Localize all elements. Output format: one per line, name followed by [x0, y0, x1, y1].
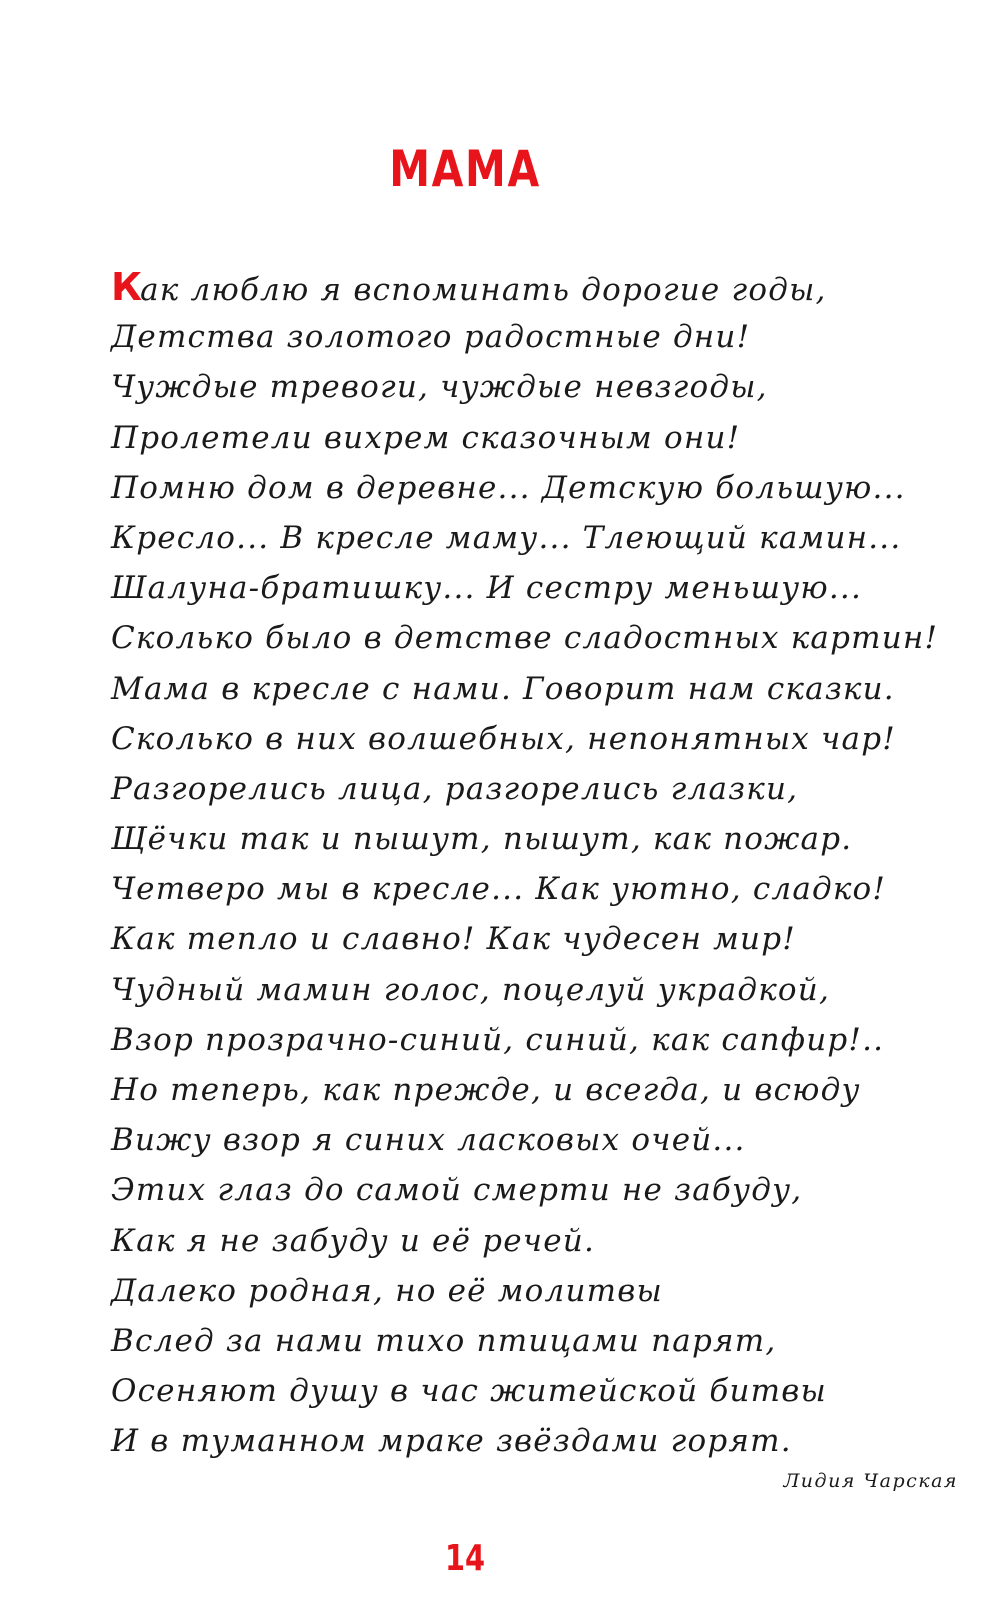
poem-line: Разгорелись лица, разгорелись глазки,	[111, 770, 799, 807]
poem-title: МАМА	[389, 140, 541, 198]
poem-line: Далеко родная, но её молитвы	[111, 1272, 663, 1309]
poem-line: Мама в кресле с нами. Говорит нам сказки.	[111, 670, 895, 707]
poem-line-1	[111, 262, 971, 312]
poem-line: Шалуна-братишку... И сестру меньшую...	[111, 570, 863, 607]
poem-line: Чудный мамин голос, поцелуй украдкой,	[111, 971, 831, 1008]
poem-line: Чуждые тревоги, чуждые невзгоды,	[111, 369, 768, 406]
poem-line: Сколько в них волшебных, непонятных чар!	[111, 720, 896, 757]
poem-line: Вижу взор я синих ласковых очей...	[111, 1122, 746, 1159]
poem-line: Вслед за нами тихо птицами парят,	[111, 1322, 777, 1359]
poem-line: Как я не забуду и её речей.	[111, 1222, 596, 1259]
poem-line: Четверо мы в кресле... Как уютно, сладко!	[111, 871, 887, 908]
poem-line-1-text: ак люблю я вспоминать дорогие годы,	[140, 272, 827, 308]
poem-line: Помню дом в деревне... Детскую большую...	[111, 469, 906, 506]
poem-line: Щёчки так и пышут, пышут, как пожар.	[111, 821, 853, 858]
drop-cap-initial: К	[111, 265, 141, 309]
poem-line: Этих глаз до самой смерти не забуду,	[111, 1172, 803, 1209]
poem-body	[111, 262, 971, 1467]
author-signature: Лидия Чарская	[783, 1470, 958, 1492]
poem-line: И в туманном мраке звёздами горят.	[111, 1423, 792, 1460]
poem-line: Пролетели вихрем сказочным они!	[111, 419, 741, 456]
poem-line: Осеняют душу в час житейской битвы	[111, 1373, 827, 1410]
poem-line: Сколько было в детстве сладостных картин!	[111, 620, 939, 657]
poem-line: Как тепло и славно! Как чудесен мир!	[111, 921, 796, 958]
page-number: 14	[444, 1538, 486, 1579]
poem-line: Кресло... В кресле маму... Тлеющий камин...	[111, 519, 902, 556]
poem-line: Детства золотого радостные дни!	[111, 319, 751, 356]
poem-line: Взор прозрачно-синий, синий, как сапфир!..	[111, 1021, 885, 1058]
poem-line: Но теперь, как прежде, и всегда, и всюду	[111, 1072, 861, 1108]
